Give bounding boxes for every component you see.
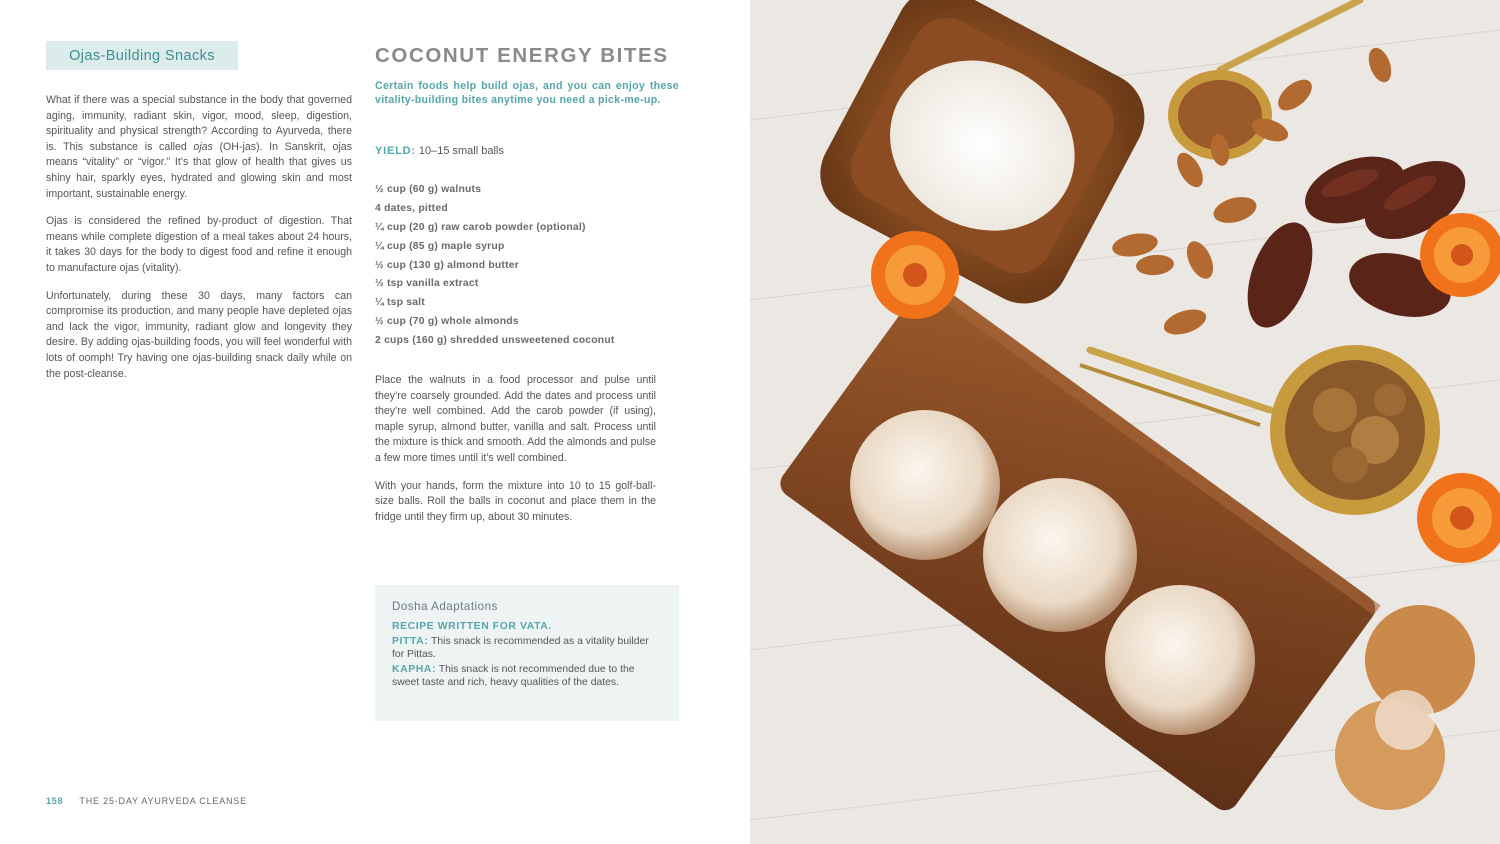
marigold-flower	[871, 231, 959, 319]
page-number: 158	[46, 796, 64, 806]
energy-ball	[983, 478, 1137, 632]
pitta-label: PITTA:	[392, 636, 429, 647]
ingredient-item: ½ cup (130 g) almond butter	[375, 259, 519, 271]
method-step-2: With your hands, form the mixture into 10 to 15 golf-ball-size balls. Roll the balls in coconut and place them in the fridge until they firm up, about 30 minutes.	[375, 479, 656, 523]
kapha-label: KAPHA:	[392, 664, 437, 675]
intro-paragraph-2: Ojas is considered the refined by-product of digestion. That means while complete digestion of a meal takes about 24 hours, it takes 30 days for the body to digest food and refine it enough to manufacture ojas (vitality).	[46, 215, 352, 274]
ingredient-item: 2 cups (160 g) shredded unsweetened coconut	[375, 335, 615, 347]
ingredient-list	[375, 184, 615, 354]
ingredient-item: ½ cup (70 g) whole almonds	[375, 316, 519, 328]
dosha-pitta	[392, 635, 661, 661]
intro-paragraph-1	[46, 93, 352, 202]
recipe-subtitle: Certain foods help build ojas, and you can enjoy these vitality-building bites anytime you need a pick-me-up.	[375, 80, 679, 107]
book-title: THE 25-DAY AYURVEDA CLEANSE	[79, 796, 247, 806]
ingredient-item: ½ cup (60 g) walnuts	[375, 184, 482, 195]
page-footer	[46, 796, 247, 806]
energy-ball	[850, 410, 1000, 560]
ingredient-item: ¼ cup (20 g) raw carob powder (optional)	[375, 221, 586, 233]
food-photo-page	[750, 0, 1500, 844]
ingredient-item: ¼ tsp salt	[375, 297, 425, 309]
food-photo	[750, 0, 1500, 844]
pitta-text: This snack is recommended as a vitality builder for Pittas.	[392, 636, 649, 660]
ingredient-item: 4 dates, pitted	[375, 202, 448, 214]
energy-ball	[1105, 585, 1255, 735]
yield-value: 10–15 small balls	[418, 145, 504, 157]
method-step-1: Place the walnuts in a food processor and pulse until they’re coarsely grounded. Add the dates and process until they’re well combined. Add the carob powder (if using), maple syrup, almond butter, vanilla and salt. Process until the mixture is thick and smooth. Add the almonds and pulse a few more times until it’s well combined.	[375, 374, 656, 464]
dosha-vata	[392, 620, 661, 633]
intro-p1-start: What if there was a special substance in the body that governed aging, immunity, radiant skin, vigor, mood, sleep, digestion, spirituality and physical strength? According to Ayurveda, there is. This substance is called	[46, 94, 352, 153]
vata-label: RECIPE WRITTEN FOR VATA.	[392, 621, 552, 632]
recipe-method	[375, 373, 656, 537]
intro-text	[46, 93, 352, 394]
recipe-yield	[375, 145, 504, 157]
yield-label: YIELD:	[375, 145, 416, 157]
ojas-term: ojas	[193, 140, 213, 153]
kapha-text: This snack is not recommended due to the sweet taste and rich, heavy qualities of the dates.	[392, 664, 635, 688]
recipe-title: COCONUT ENERGY BITES	[375, 44, 669, 67]
intro-paragraph-3: Unfortunately, during these 30 days, many factors can compromise its production, and many people have depleted ojas and lack the vigor, immunity, radiant glow and longevity they desire. By adding ojas-building foods, you will feel wonderful with lots of oomph! Try having one ojas-building snack daily while on the post-cleanse.	[46, 289, 352, 380]
ingredient-item: ½ tsp vanilla extract	[375, 278, 479, 290]
dosha-kapha	[392, 663, 661, 689]
intro-p1-end: (OH-jas). In Sanskrit, ojas means “vitality” or “vigor.” It’s that glow of health that gives us shiny hair, sparkly eyes, hydrated and glowing skin and most important, sustainable energy.	[46, 140, 352, 200]
section-tag: Ojas-Building Snacks	[46, 41, 238, 70]
dosha-adaptations-box	[375, 585, 679, 721]
dosha-title: Dosha Adaptations	[392, 600, 498, 613]
ingredient-item: ¼ cup (85 g) maple syrup	[375, 240, 505, 252]
